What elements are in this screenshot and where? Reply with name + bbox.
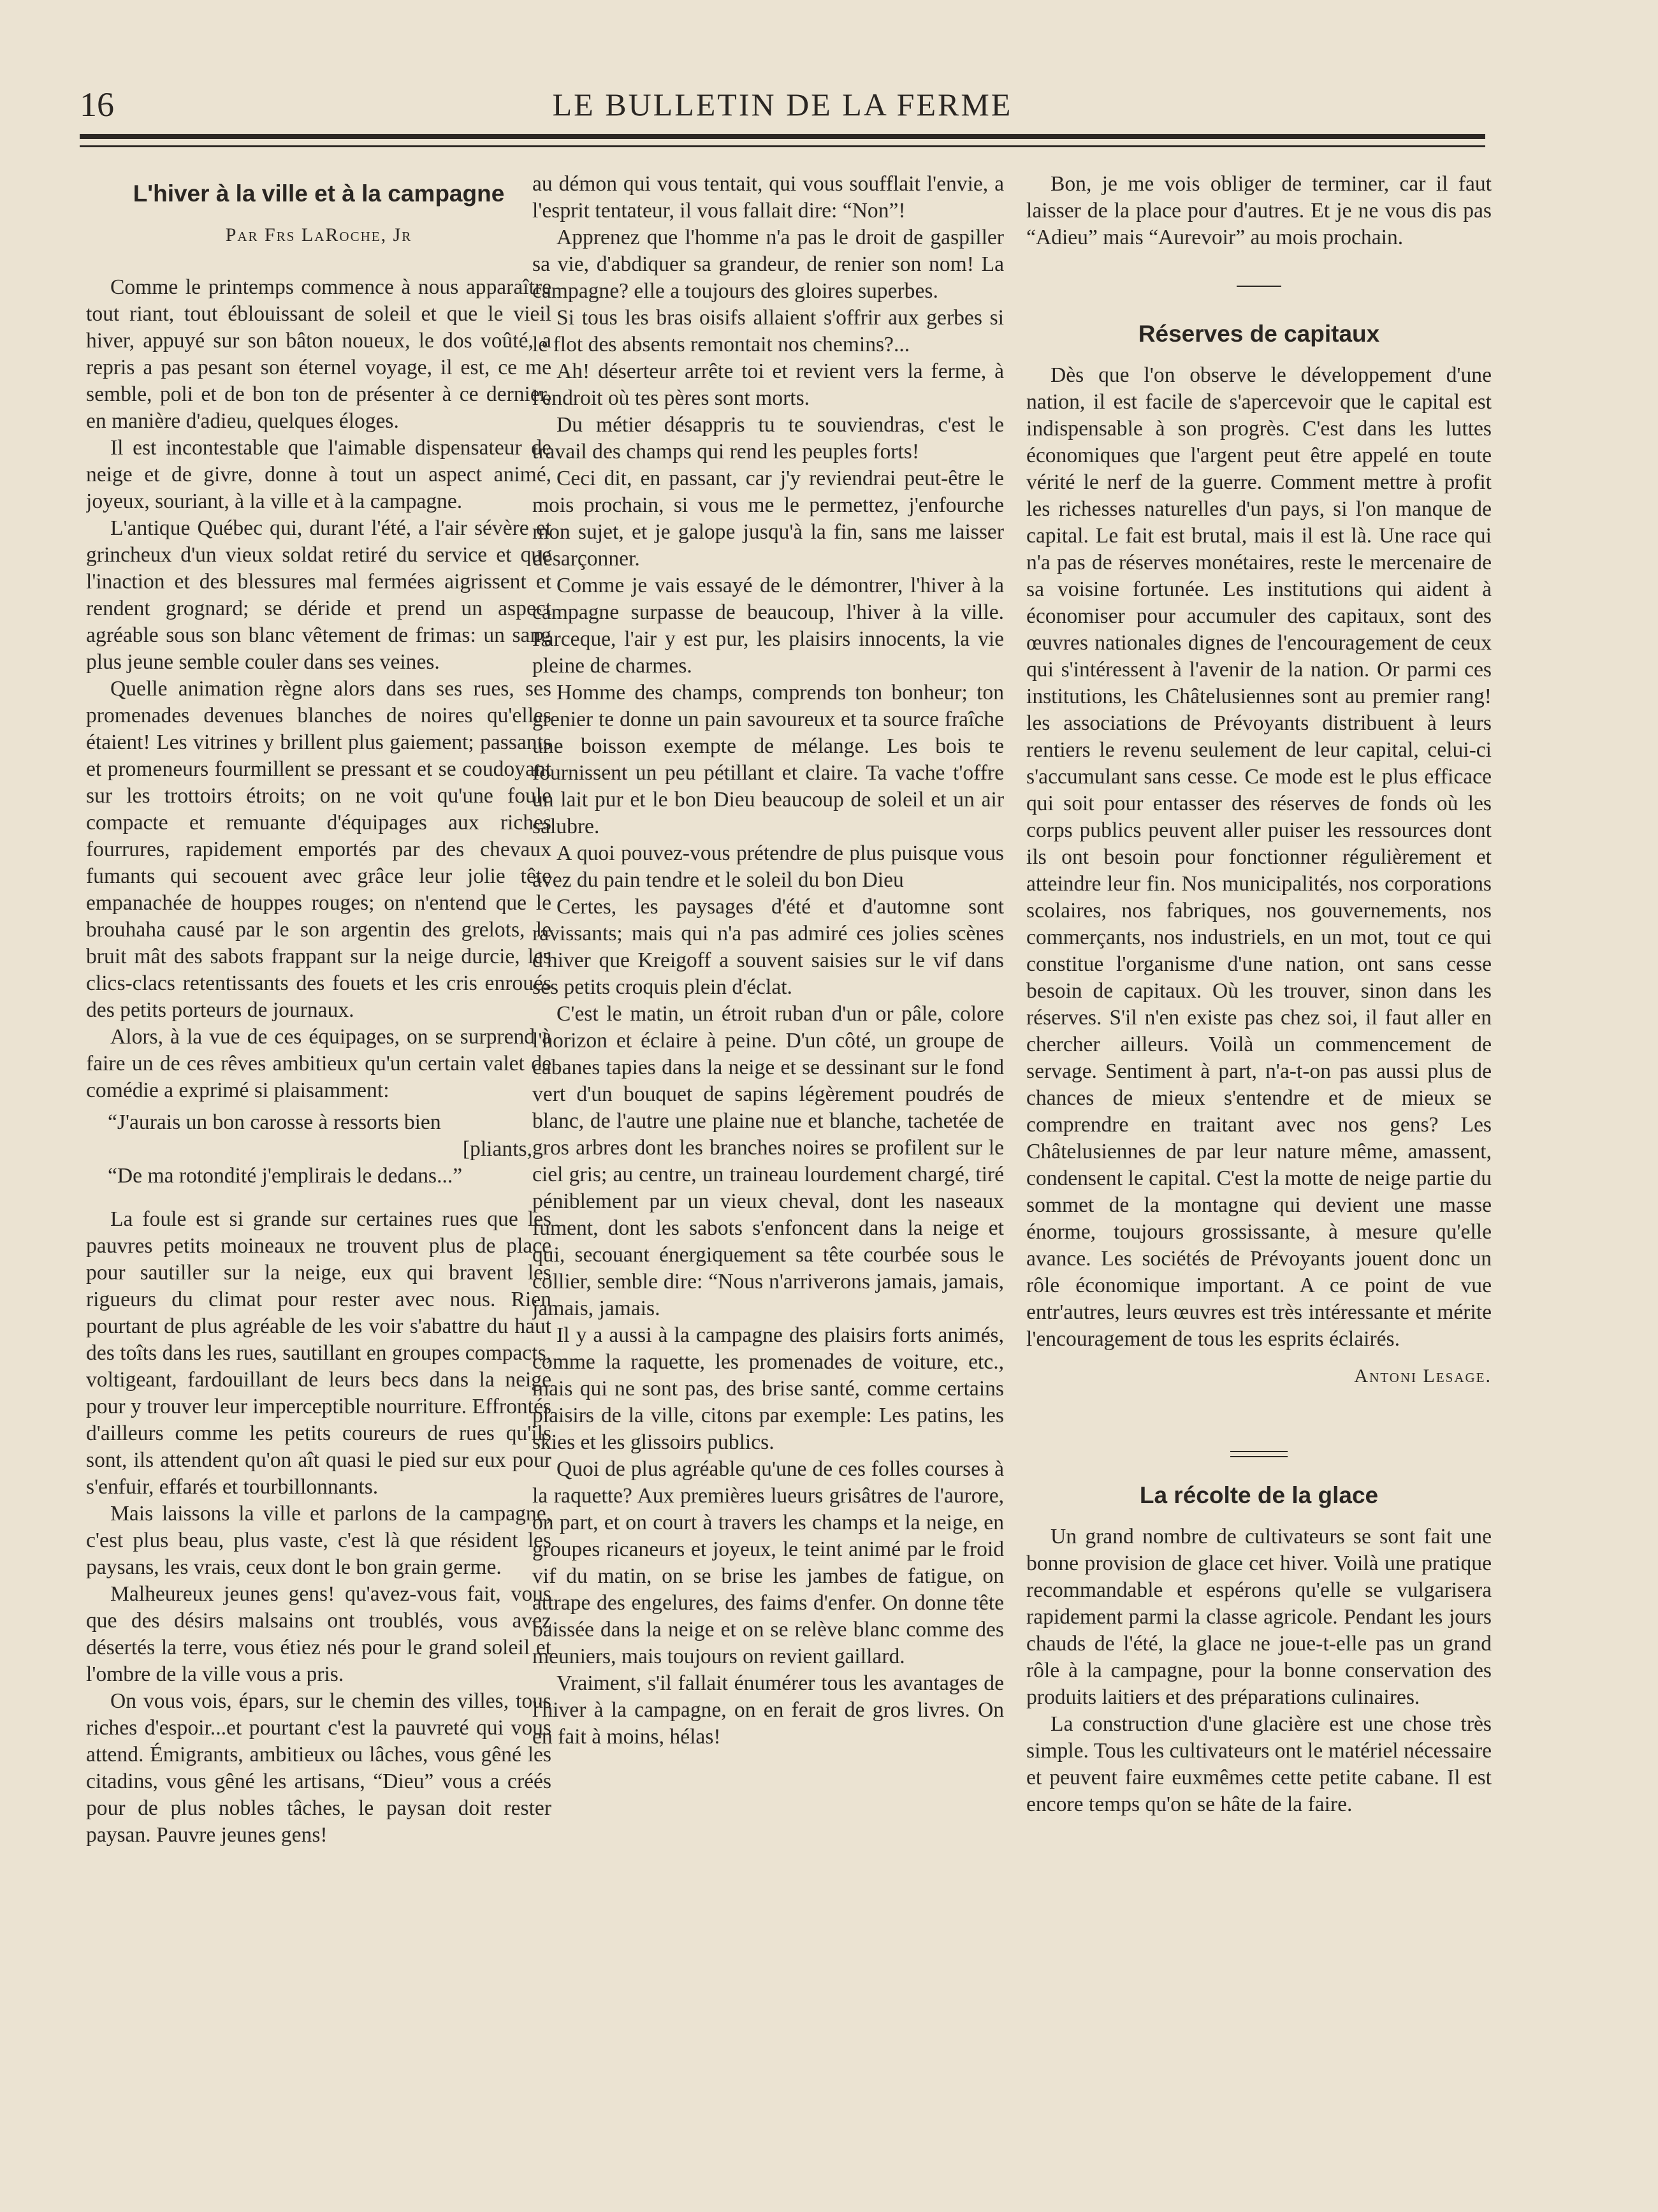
verse-quote [86, 1109, 551, 1190]
journal-title: LE BULLETIN DE LA FERME [552, 87, 1013, 122]
paragraph: L'antique Québec qui, durant l'été, a l'air sévère et grincheux d'un vieux soldat retiré du service et que l'inaction et des blessures mal fermées aigrissent et rendent grognard; se déride et prend un aspect agréable sous son blanc vêtement de frimas: un sang plus jeune semble couler dans ses veines. [86, 516, 551, 674]
paragraph: Malheureux jeunes gens! qu'avez-vous fait, vous que des désirs malsains ont troublés, vous avez désertés la terre, vous étiez nés pour le grand soleil et l'ombre de la ville vous a pris. [86, 1582, 551, 1686]
paragraph: Comme le printemps commence à nous apparaître tout riant, tout éblouissant de soleil et que le vieil hiver, appuyé sur son bâton noueux, le dos voûté, a repris a pas pesant son éternel voyage, il est, ce me semble, poli et de bon ton de présenter à ce dernier, en manière d'adieu, quelques éloges. [86, 275, 551, 433]
paragraph: au démon qui vous tentait, qui vous soufflait l'envie, a l'esprit tentateur, il vous fallait dire: “Non”! [532, 172, 1004, 222]
paragraph: Un grand nombre de cultivateurs se sont fait une bonne provision de glace cet hiver. Voilà une pratique recommandable et espérons qu'elle se vulgarisera rapidement parmi la classe agricole. Pendant les jours chauds de l'été, la glace ne joue-t-elle pas un grand rôle à la campagne, pour la bonne conservation des produits laitiers et des préparations culinaires. [1026, 1525, 1492, 1709]
article-title-reserves: Réserves de capitaux [1138, 321, 1380, 347]
article-title-hiver: L'hiver à la ville et à la campagne [133, 180, 505, 207]
paragraph: Vraiment, s'il fallait énumérer tous les avantages de l'hiver à la campagne, on en ferait de gros livres. On en fait à moins, hélas! [532, 1671, 1004, 1749]
header-rule [80, 134, 1485, 147]
article-signature: Antoni Lesage. [1354, 1365, 1492, 1386]
verse-line: “J'aurais un bon carosse à ressorts bien [108, 1110, 441, 1134]
article-title-glace: La récolte de la glace [1139, 1482, 1379, 1508]
paragraph: C'est le matin, un étroit ruban d'un or pâle, colore l'horizon et éclaire à peine. D'un côté, un groupe de cabanes tapies dans la neige et se dessinant sur le fond vert d'un bouquet de sapins légèrement poudrés de blanc, de l'autre une plaine nue et blanche, tachetée de gros arbres dont les branches noires se profilent sur le ciel gris; au centre, un traineau lourdement chargé, tiré péniblement par un vieux cheval, dont les naseaux fument, dont les sabots s'enfoncent dans la neige et qui, secouant énergiquement sa tête courbée sous le collier, semble dire: “Nous n'arriverons jamais, jamais, jamais, jamais. [532, 1002, 1004, 1320]
column-2 [532, 171, 1004, 2172]
paragraph: Homme des champs, comprends ton bonheur; ton grenier te donne un pain savoureux et ta source fraîche une boisson exempte de mélange. Les bois te fournissent un peu pétillant et claire. Ta vache t'offre un lait pur et le bon Dieu beaucoup de soleil et un air salubre. [532, 681, 1004, 838]
paragraph: Dès que l'on observe le développement d'une nation, il est facile de s'apercevoir que le capital est indispensable à son progrès. C'est dans les luttes économiques que l'argent peut être appelé en toute vérité le nerf de la guerre. Comment mettre à profit les richesses naturelles d'un pays, si l'on manque de capital. Le fait est brutal, mais il est là. Une race qui n'a pas de réserves monétaires, reste le mercenaire de sa voisine fortunée. Les institutions qui aident à économiser pour accumuler des capitaux, sont des œuvres nationales dignes de l'encouragement de ceux qui s'intéressent à l'avenir de la nation. Or parmi ces institutions, les Châtelusiennes sont au premier rang! les associations de Prévoyants distribuent à leurs rentiers le revenu seulement de leur capital, celui-ci s'accumulant sans cesse. Ce mode est le plus efficace qui soit pour entasser des réserves de fonds où les corps publics peuvent aller puiser les ressources dont ils ont besoin pour fonctionner régulièrement et atteindre leur fin. Nos municipalités, nos corporations scolaires, nos fabriques, nos gouvernements, nos commerçants, nos industriels, en un mot, tout ce qui constitue l'organisme d'une nation, ont sans cesse besoin de capitaux. Où les trouver, sinon dans les réserves. S'il n'en existe pas chez soi, il faut aller en chercher ailleurs. Voilà un commencement de servage. Sentiment à part, n'a-t-on pas aussi plus de chances de mieux s'entendre et de mieux se comprendre en traitant avec nos gens? Les Châtelusiennes de par leur nature même, amassent, condensent le capital. C'est la motte de neige partie du sommet de la montagne qui devient une masse énorme, toujours grossissante, à mesure qu'elle avance. Les sociétés de Prévoyants jouent donc un rôle économique important. A ce point de vue entr'autres, leurs œuvres est très intéressante et mérite l'encouragement de tous les esprits éclairés. [1026, 363, 1492, 1351]
paragraph: Il est incontestable que l'aimable dispensateur de neige et de givre, donne à tout un aspect animé, joyeux, souriant, à la ville et à la campagne. [86, 436, 551, 513]
paragraph: La foule est si grande sur certaines rues que les pauvres petits moineaux ne trouvent plus de place pour sautiller sur la neige, eux qui bravent les rigueurs du climat pour rester avec nous. Rien pourtant de plus agréable de les voir s'abattre du haut des toîts dans les rues, sautillant en groupes compacts, voltigeant, fardouillant de leurs becs dans la neige pour y trouver leur imperceptible nourriture. Effrontés d'ailleurs comme les petits coureurs de rues qu'ils sont, ils attendent qu'on aît quasi le pied sur eux pour s'enfuir, effarés et tourbillonnants. [86, 1207, 551, 1499]
paragraph: La construction d'une glacière est une chose très simple. Tous les cultivateurs ont le matériel nécessaire et peuvent faire euxmêmes cette petite cabane. Il est encore temps qu'on se hâte de la faire. [1026, 1712, 1492, 1816]
paragraph: Comme je vais essayé de le démontrer, l'hiver à la campagne surpasse de beaucoup, l'hiver à la ville. Parceque, l'air y est pur, les plaisirs innocents, la vie pleine de charmes. [532, 574, 1004, 678]
section-divider [1237, 286, 1281, 287]
column-3 [1026, 171, 1492, 2172]
paragraph: Alors, à la vue de ces équipages, on se surprend à faire un de ces rêves ambitieux qu'un certain valet de comédie a exprimé si plaisamment: [86, 1025, 551, 1102]
paragraph: Quelle animation règne alors dans ses rues, ses promenades devenues blanches de noires qu'elles étaient! Les vitrines y brillent plus gaiement; passants et promeneurs fourmillent se pressant et se coudoyant sur les trottoirs étroits; on ne voit qu'une foule compacte et remuante d'équipages aux riches fourrures, rapidement emportés par des chevaux fumants qui secouent avec grâce leur jolie tête empanachée de houppes rouges; on n'entend que le brouhaha causé par le son argentin des grelots, le bruit mât des sabots frappant sur la neige durcie, les clics-clacs retentissants des fouets et les cris enroués des petits porteurs de journaux. [86, 677, 551, 1022]
paragraph: Certes, les paysages d'été et d'automne sont ravissants; mais qui n'a pas admiré ces jolies scènes d'hiver que Kreigoff a souvent saisies sur le vif dans ses petits croquis plein d'éclat. [532, 895, 1004, 999]
paragraph: A quoi pouvez-vous prétendre de plus puisque vous avez du pain tendre et le soleil du bon Dieu [532, 841, 1004, 892]
paragraph: Quoi de plus agréable qu'une de ces folles courses à la raquette? Aux premières lueurs grisâtres de l'aurore, on part, et on court à travers les champs et la neige, en groupes ricaneurs et joyeux, le teint animé par le froid vif du matin, on se brise les jambes de fatigue, on attrape des engelures, des faims d'enfer. On donne tête baissée dans la neige et on se relève blanc comme des meuniers, mais toujours on revient gaillard. [532, 1457, 1004, 1668]
paragraph: On vous vois, épars, sur le chemin des villes, tous riches d'espoir...et pourtant c'est la pauvreté qui vous attend. Émigrants, ambitieux ou lâches, vous gêné les citadins, vous gêné les artisans, “Dieu” vous a créés pour de plus nobles tâches, le paysan doit rester paysan. Pauvre jeunes gens! [86, 1689, 551, 1847]
running-head [80, 84, 1485, 129]
page-number: 16 [80, 85, 114, 124]
paragraph: Si tous les bras oisifs allaient s'offrir aux gerbes si le flot des absents remontait nos chemins?... [532, 306, 1004, 356]
paragraph: Du métier désappris tu te souviendras, c'est le travail des champs qui rend les peuples forts! [532, 413, 1004, 463]
paragraph: Apprenez que l'homme n'a pas le droit de gaspiller sa vie, d'abdiquer sa grandeur, de renier son nom! La campagne? elle a toujours des gloires superbes. [532, 226, 1004, 303]
section-divider [1230, 1451, 1288, 1457]
paragraph: Mais laissons la ville et parlons de la campagne, c'est plus beau, plus vaste, c'est là que résident les paysans, les vrais, ceux dont le bon grain germe. [86, 1502, 551, 1579]
verse-line: “De ma rotondité j'emplirais le dedans...” [108, 1164, 463, 1188]
verse-line: [pliants, [462, 1137, 532, 1161]
paragraph: Ah! déserteur arrête toi et revient vers la ferme, à l'endroit où tes pères sont morts. [532, 360, 1004, 410]
paragraph: Bon, je me vois obliger de terminer, car il faut laisser de la place pour d'autres. Et je ne vous dis pas “Adieu” mais “Aurevoir” au mois prochain. [1026, 172, 1492, 249]
paragraph: Ceci dit, en passant, car j'y reviendrai peut-être le mois prochain, si vous me le permettez, j'enfourche mon sujet, et je galope jusqu'à la fin, sans me laisser désarçonner. [532, 467, 1004, 571]
article-byline: Par Frs LaRoche, Jr [225, 224, 412, 245]
column-1 [86, 171, 551, 2172]
paragraph: Il y a aussi à la campagne des plaisirs forts animés, comme la raquette, les promenades de voiture, etc., mais qui ne sont pas, des brise santé, comme certains plaisirs de la ville, citons par exemple: Les patins, les skies et les glissoirs publics. [532, 1323, 1004, 1454]
